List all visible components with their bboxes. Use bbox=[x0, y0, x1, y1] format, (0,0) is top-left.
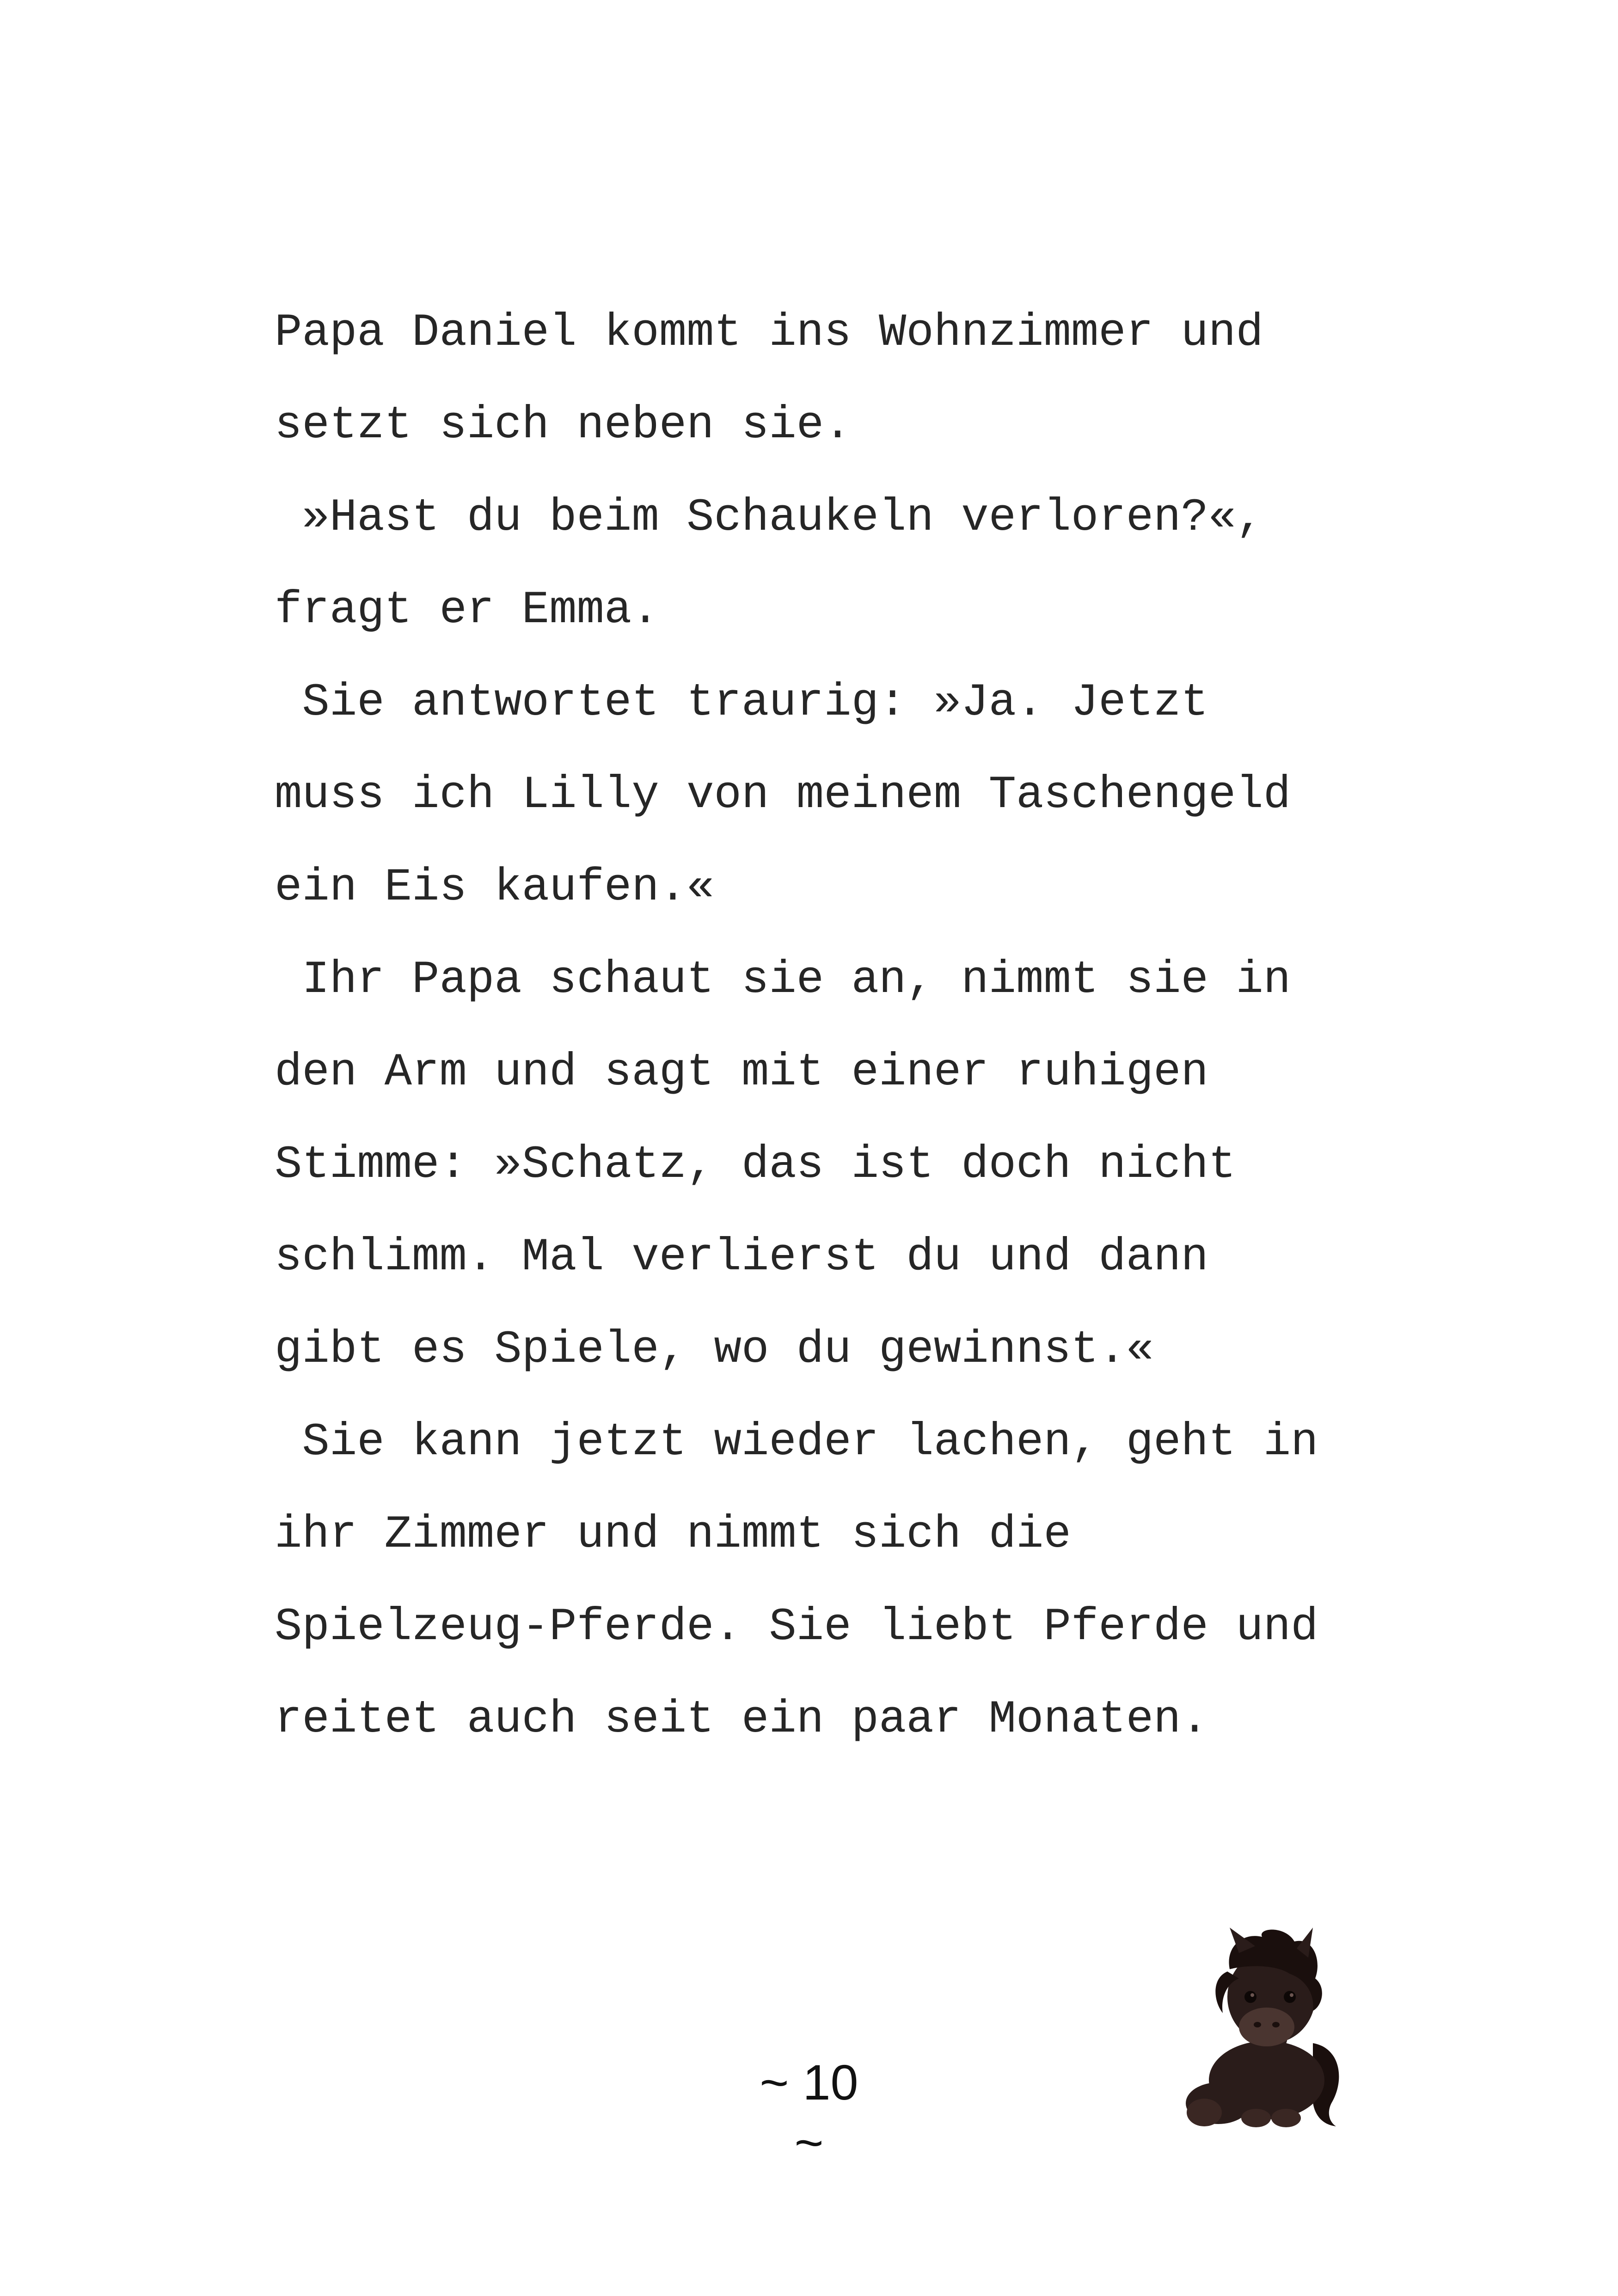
text-line: muss ich Lilly von meinem Taschengeld bbox=[275, 769, 1291, 821]
text-line: den Arm und sagt mit einer ruhigen bbox=[275, 1047, 1208, 1098]
text-line: fragt er Emma. bbox=[275, 584, 659, 636]
text-line: Sie kann jetzt wieder lachen, geht in bbox=[275, 1416, 1318, 1468]
text-line: ihr Zimmer und nimmt sich die bbox=[275, 1509, 1071, 1561]
text-line: Ihr Papa schaut sie an, nimmt sie in bbox=[275, 954, 1291, 1006]
text-line: Stimme: »Schatz, das ist doch nicht bbox=[275, 1139, 1236, 1191]
text-line: ein Eis kaufen.« bbox=[275, 862, 714, 913]
text-line: Spielzeug-Pferde. Sie liebt Pferde und bbox=[275, 1601, 1318, 1653]
text-line: reitet auch seit ein paar Monaten. bbox=[275, 1694, 1208, 1745]
text-line: schlimm. Mal verlierst du und dann bbox=[275, 1231, 1208, 1283]
plush-pony-icon bbox=[1174, 1928, 1350, 2131]
text-line: Papa Daniel kommt ins Wohnzimmer und bbox=[275, 307, 1263, 359]
text-line: »Hast du beim Schaukeln verloren?«, bbox=[275, 492, 1263, 544]
text-line: Sie antwortet traurig: »Ja. Jetzt bbox=[275, 677, 1208, 729]
text-line: setzt sich neben sie. bbox=[275, 399, 852, 451]
text-line: gibt es Spiele, wo du gewinnst.« bbox=[275, 1324, 1154, 1376]
page-number: ~ 10 ~ bbox=[760, 2054, 858, 2170]
